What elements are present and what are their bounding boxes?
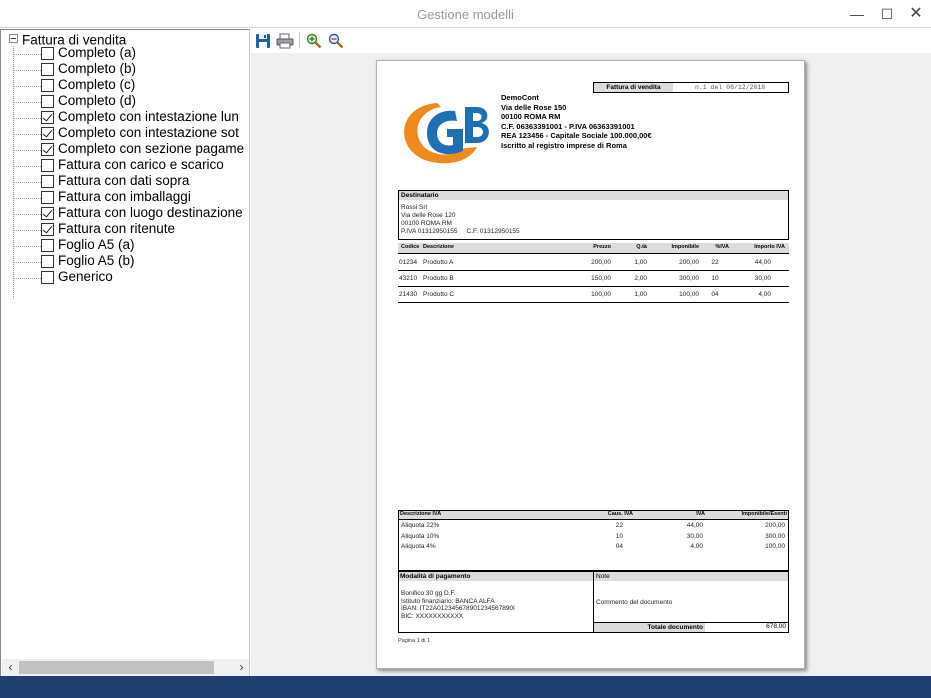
template-checkbox[interactable]	[41, 223, 54, 236]
vat-cell: 200,00	[765, 522, 785, 529]
scroll-right-icon[interactable]: ›	[239, 660, 244, 674]
items-cell: 100,00	[591, 291, 611, 298]
recipient-details	[401, 204, 520, 236]
print-icon[interactable]	[275, 31, 295, 51]
items-header-cell: %IVA	[715, 244, 729, 250]
vat-header-cell: IVA	[696, 511, 705, 517]
document-page	[376, 60, 805, 669]
vat-cell: 22	[615, 522, 623, 529]
items-cell: 200,00	[679, 259, 699, 266]
items-header-cell: Q.tà	[636, 244, 647, 250]
template-tree-panel	[0, 29, 250, 676]
scrollbar-thumb[interactable]	[19, 661, 214, 674]
tree-item-label: Completo (b)	[58, 61, 137, 76]
tree-item-label: Fattura con imballaggi	[58, 189, 191, 204]
tree-item-label: Completo con intestazione lun	[58, 109, 239, 124]
items-cell: 22	[711, 259, 719, 266]
items-row-line	[398, 286, 789, 287]
tree-item[interactable]	[13, 109, 239, 126]
company-rea: REA 123456 - Capitale Sociale 100.000,00€	[501, 131, 652, 140]
recipient-city: 00100 ROMA RM	[401, 220, 452, 227]
tree-item[interactable]	[13, 93, 137, 110]
vat-header-line	[398, 519, 789, 520]
template-checkbox[interactable]	[41, 47, 54, 60]
vat-cell: 4,00	[690, 543, 703, 550]
tree-item-label: Completo (c)	[58, 77, 136, 92]
items-cell: 10	[711, 275, 719, 282]
tree-item-label: Completo con intestazione sot	[58, 125, 239, 140]
items-cell: 1,00	[634, 259, 647, 266]
tree-item[interactable]	[13, 157, 224, 174]
tree-item[interactable]	[13, 205, 243, 222]
vat-cell: Aliquota 10%	[401, 532, 440, 540]
vat-header-cell: Caus. IVA	[607, 511, 633, 517]
close-button[interactable]: ✕	[909, 5, 923, 22]
template-checkbox[interactable]	[41, 191, 54, 204]
template-checkbox[interactable]	[41, 143, 54, 156]
items-header-cell: Importo IVA	[754, 244, 785, 250]
recipient-tax: P.IVA 01312950155 C.F. 01312950155	[401, 228, 520, 235]
template-checkbox[interactable]	[41, 127, 54, 140]
document-viewer[interactable]	[251, 53, 931, 676]
notes-text: Commento del documento	[596, 599, 673, 606]
recipient-name: Rossi Srl	[401, 204, 428, 211]
items-header-cell: Codice	[401, 244, 420, 250]
tree-item[interactable]	[13, 61, 137, 78]
items-header-cell: Prezzo	[593, 244, 611, 250]
vat-cell: 04	[615, 543, 623, 550]
items-header-cell: Descrizione	[423, 244, 454, 250]
tree-item[interactable]	[13, 189, 191, 206]
total-value: 678,00	[766, 623, 786, 630]
template-checkbox[interactable]	[41, 111, 54, 124]
vat-header-cell: Descrizione IVA	[400, 511, 442, 517]
items-cell: 30,00	[754, 275, 771, 282]
preview-panel	[251, 29, 931, 676]
preview-toolbar	[251, 29, 931, 53]
payment-line2: Istituto finanziario: BANCA ALFA	[401, 597, 495, 605]
tree-items	[13, 45, 245, 286]
items-cell: 300,00	[679, 275, 699, 282]
tree-item[interactable]	[13, 125, 239, 142]
doc-number: n.1 del 06/12/2018	[695, 84, 766, 91]
items-row-line	[398, 302, 789, 303]
tree-item[interactable]	[13, 221, 176, 238]
collapse-icon[interactable]	[9, 34, 18, 43]
minimize-button[interactable]: —	[850, 6, 864, 22]
zoom-out-icon[interactable]	[326, 31, 346, 51]
tree-item-label: Completo con sezione pagame	[58, 141, 245, 156]
payment-line4: BIC: XXXXXXXXXXX	[401, 612, 464, 620]
notes-header-bar	[594, 572, 788, 581]
tree-item-label: Fattura con luogo destinazione	[58, 205, 243, 220]
vat-cell: 10	[615, 532, 623, 540]
tree-root-label: Fattura di vendita	[22, 32, 127, 48]
items-cell: 21430	[399, 291, 418, 298]
status-bar	[0, 676, 931, 698]
company-logo	[397, 93, 497, 169]
tree-item-label: Completo (a)	[58, 45, 137, 60]
items-cell: Prodotto C	[423, 291, 455, 298]
tree-item-label: Generico	[58, 269, 113, 284]
window-title: Gestione modelli	[417, 7, 514, 22]
tree-item[interactable]	[13, 173, 190, 190]
items-cell: 4,00	[758, 291, 771, 298]
vat-header-cell: Imponibile/Esenti	[741, 511, 787, 517]
items-cell: 200,00	[591, 259, 611, 266]
tree-item-label: Fattura con carico e scarico	[58, 157, 224, 172]
template-checkbox[interactable]	[41, 95, 54, 108]
items-cell: 04	[711, 291, 719, 298]
template-checkbox[interactable]	[41, 159, 54, 172]
vat-cell: 300,00	[765, 532, 785, 540]
horizontal-scrollbar[interactable]	[2, 659, 250, 676]
save-icon[interactable]	[253, 31, 273, 51]
doc-type-label: Fattura di vendita	[606, 84, 661, 91]
vat-cell: 30,00	[686, 532, 703, 540]
tree-item[interactable]	[13, 45, 137, 62]
zoom-in-icon[interactable]	[304, 31, 324, 51]
tree-item[interactable]	[13, 77, 136, 94]
items-cell: 44,00	[754, 259, 771, 266]
recipient-address: Via delle Rose 120	[401, 212, 456, 219]
template-checkbox[interactable]	[41, 175, 54, 188]
items-cell: 1,00	[634, 291, 647, 298]
items-cell: 01234	[399, 259, 418, 266]
company-info	[501, 93, 652, 150]
notes-header: Note	[596, 573, 610, 580]
tree-item[interactable]	[13, 253, 135, 270]
scroll-left-icon[interactable]: ‹	[8, 660, 13, 674]
tree-item-label: Fattura con dati sopra	[58, 173, 190, 188]
vat-cell: 44,00	[686, 522, 703, 529]
tree-item-label: Foglio A5 (b)	[58, 253, 135, 268]
vat-cell: Aliquota 4%	[401, 543, 436, 550]
template-checkbox[interactable]	[41, 239, 54, 252]
items-cell: 100,00	[679, 291, 699, 298]
template-checkbox[interactable]	[41, 79, 54, 92]
total-label: Totale documento	[647, 624, 703, 631]
tree-item[interactable]	[13, 269, 113, 286]
company-address: Via delle Rose 150	[501, 102, 567, 112]
template-checkbox[interactable]	[41, 271, 54, 284]
payment-line1: Bonifico 30 gg D.F.	[401, 590, 456, 597]
company-register: Iscritto al registro imprese di Roma	[501, 140, 627, 150]
vat-cell: Aliquota 22%	[401, 522, 440, 529]
template-checkbox[interactable]	[41, 207, 54, 220]
vat-cell: 100,00	[765, 543, 785, 550]
page-number: Pagina 1 di 1	[398, 638, 431, 644]
recipient-header: Destinatario	[401, 192, 439, 199]
company-name: DemoCont	[501, 93, 539, 102]
tree-item-label: Foglio A5 (a)	[58, 237, 135, 252]
items-cell: 43210	[399, 275, 418, 282]
items-cell: 150,00	[591, 275, 611, 282]
template-checkbox[interactable]	[41, 63, 54, 76]
items-cell: Prodotto B	[423, 275, 454, 282]
recipient-header-bar	[399, 191, 788, 200]
toolbar-separator	[299, 32, 300, 48]
tree-item[interactable]	[13, 141, 245, 158]
title-bar	[0, 0, 931, 28]
items-header-cell: Imponibile	[671, 244, 699, 250]
items-header-line	[398, 253, 789, 254]
items-cell: Prodotto A	[423, 259, 454, 266]
template-checkbox[interactable]	[41, 255, 54, 268]
payment-header: Modalità di pagamento	[400, 573, 471, 580]
tree-item-label: Completo (d)	[58, 93, 137, 108]
tree-item[interactable]	[13, 237, 135, 254]
payment-details	[401, 590, 515, 620]
payment-line3: IBAN: IT22A012345678901234567890I	[401, 605, 515, 613]
items-row-line	[398, 270, 789, 271]
items-cell: 2,00	[634, 275, 647, 282]
tree-item-label: Fattura con ritenute	[58, 221, 176, 236]
company-city: 00100 ROMA RM	[501, 112, 561, 121]
company-tax: C.F. 06363391001 - P.IVA 06363391001	[501, 121, 635, 131]
maximize-button[interactable]: ☐	[880, 6, 894, 22]
